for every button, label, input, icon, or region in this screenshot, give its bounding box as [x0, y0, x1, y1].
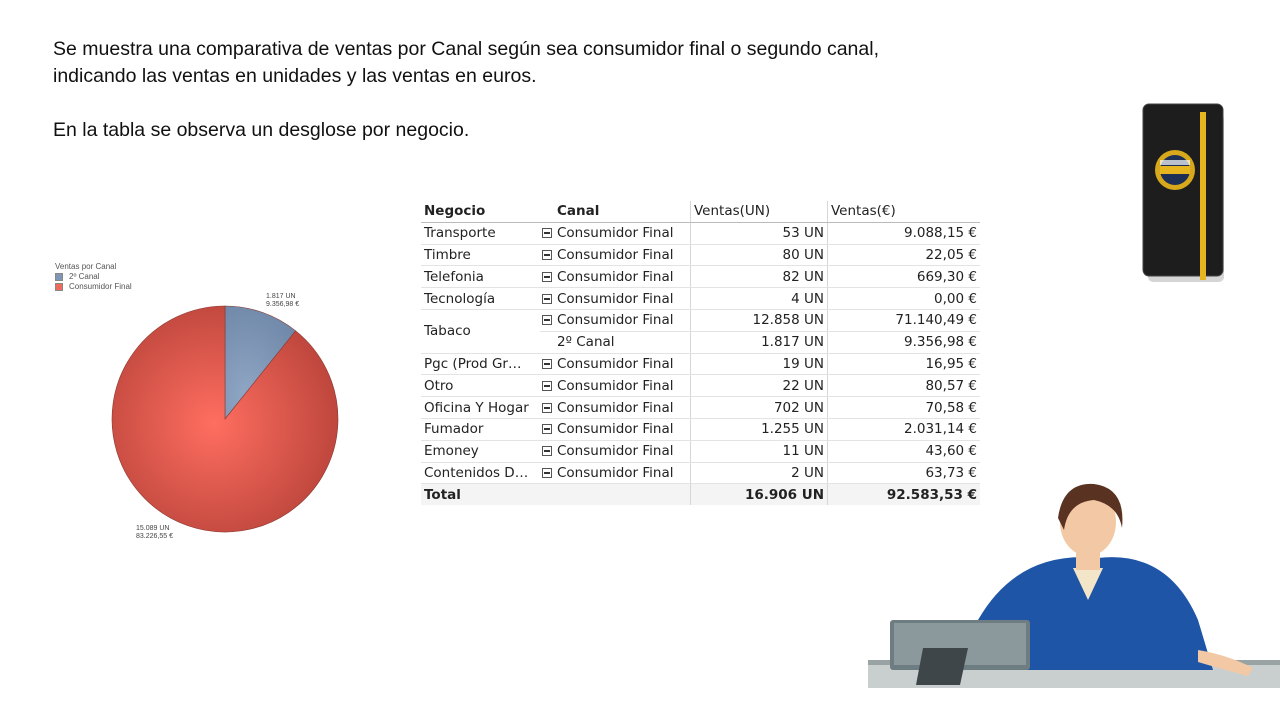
- minus-box-icon[interactable]: [542, 272, 552, 282]
- cell-spacer: [540, 484, 554, 505]
- collapse-toggle[interactable]: [540, 222, 554, 244]
- cell-ventas-eur: 9.356,98 €: [828, 331, 981, 353]
- cell-canal[interactable]: Consumidor Final: [554, 375, 691, 397]
- cell-spacer: [540, 331, 554, 353]
- cell-ventas-un: 1.255 UN: [691, 418, 828, 440]
- cell-ventas-eur: 2.031,14 €: [828, 418, 981, 440]
- table-row: [421, 375, 980, 397]
- cell-spacer: [554, 484, 691, 505]
- cell-canal[interactable]: Consumidor Final: [554, 222, 691, 244]
- collapse-toggle[interactable]: [540, 266, 554, 288]
- cell-canal[interactable]: Consumidor Final: [554, 462, 691, 484]
- cell-canal[interactable]: Consumidor Final: [554, 397, 691, 419]
- slice-label-euros: 9.356,98 €: [266, 301, 300, 308]
- cell-ventas-un: 11 UN: [691, 440, 828, 462]
- minus-box-icon[interactable]: [542, 468, 552, 478]
- minus-box-icon[interactable]: [542, 315, 552, 325]
- intro-paragraph-2: En la tabla se observa un desglose por negocio.: [53, 119, 470, 141]
- cell-negocio[interactable]: Telefonia: [421, 266, 540, 288]
- minus-box-icon[interactable]: [542, 424, 552, 434]
- collapse-toggle[interactable]: [540, 397, 554, 419]
- header-ventas-eur[interactable]: Ventas(€): [828, 201, 981, 222]
- table-row: [421, 266, 980, 288]
- collapse-toggle[interactable]: [540, 353, 554, 375]
- minus-box-icon[interactable]: [542, 381, 552, 391]
- legend-title: Ventas por Canal: [55, 262, 117, 271]
- minus-box-icon[interactable]: [542, 359, 552, 369]
- sales-table: [421, 201, 980, 505]
- table-row: [421, 244, 980, 266]
- minus-box-icon[interactable]: [542, 294, 552, 304]
- cell-negocio[interactable]: Pgc (Prod Gr…: [421, 353, 540, 375]
- cell-negocio[interactable]: Contenidos D…: [421, 462, 540, 484]
- legend-label: Consumidor Final: [69, 282, 132, 291]
- cell-ventas-eur: 22,05 €: [828, 244, 981, 266]
- slice-label-2o-canal: [266, 293, 299, 309]
- cell-ventas-un: 2 UN: [691, 462, 828, 484]
- cell-ventas-un: 702 UN: [691, 397, 828, 419]
- collapse-toggle[interactable]: [540, 440, 554, 462]
- cell-ventas-eur: 43,60 €: [828, 440, 981, 462]
- legend-item-consumidor-final: [55, 282, 132, 292]
- pie-slice-consumidor-final: [112, 306, 338, 532]
- cell-canal[interactable]: Consumidor Final: [554, 266, 691, 288]
- cell-ventas-eur: 63,73 €: [828, 462, 981, 484]
- header-spacer: [540, 201, 554, 222]
- cell-ventas-un: 80 UN: [691, 244, 828, 266]
- total-label: Total: [421, 484, 540, 505]
- cell-ventas-eur: 9.088,15 €: [828, 222, 981, 244]
- legend-swatch: [55, 283, 63, 291]
- call-center-agent-image: [868, 480, 1280, 695]
- legend-item-2o-canal: [55, 272, 132, 282]
- table-row: [421, 440, 980, 462]
- cell-canal[interactable]: Consumidor Final: [554, 288, 691, 310]
- slice-label-units: 15.089 UN: [136, 525, 170, 532]
- pie-chart: [55, 262, 355, 562]
- collapse-toggle[interactable]: [540, 462, 554, 484]
- cell-ventas-eur: 0,00 €: [828, 288, 981, 310]
- cell-negocio[interactable]: Transporte: [421, 222, 540, 244]
- cell-negocio[interactable]: Tabaco: [421, 309, 540, 353]
- cell-negocio[interactable]: Fumador: [421, 418, 540, 440]
- slice-label-consumidor-final: [136, 525, 173, 541]
- cell-canal[interactable]: Consumidor Final: [554, 309, 691, 331]
- cell-ventas-un: 12.858 UN: [691, 309, 828, 331]
- table-row: [421, 288, 980, 310]
- pie-legend: [55, 262, 132, 292]
- header-negocio[interactable]: Negocio: [421, 201, 540, 222]
- cell-ventas-eur: 669,30 €: [828, 266, 981, 288]
- cell-ventas-un: 1.817 UN: [691, 331, 828, 353]
- cell-ventas-un: 4 UN: [691, 288, 828, 310]
- pie-svg: [55, 262, 355, 562]
- cell-ventas-eur: 80,57 €: [828, 375, 981, 397]
- cell-ventas-un: 53 UN: [691, 222, 828, 244]
- cell-ventas-eur: 70,58 €: [828, 397, 981, 419]
- cell-canal[interactable]: Consumidor Final: [554, 353, 691, 375]
- cell-ventas-eur: 16,95 €: [828, 353, 981, 375]
- collapse-toggle[interactable]: [540, 375, 554, 397]
- table-row: [421, 397, 980, 419]
- intro-paragraph-1: Se muestra una comparativa de ventas por Canal según sea consumidor final o segundo canal, indicando las ventas en unidades y las ventas en euros.: [53, 38, 879, 87]
- cell-ventas-un: 82 UN: [691, 266, 828, 288]
- header-ventas-un[interactable]: Ventas(UN): [691, 201, 828, 222]
- collapse-toggle[interactable]: [540, 309, 554, 331]
- certified-notebook-image: [1140, 100, 1232, 285]
- cell-canal[interactable]: Consumidor Final: [554, 244, 691, 266]
- legend-swatch: [55, 273, 63, 281]
- minus-box-icon[interactable]: [542, 228, 552, 238]
- collapse-toggle[interactable]: [540, 418, 554, 440]
- total-ventas-un: 16.906 UN: [691, 484, 828, 505]
- cell-negocio[interactable]: Oficina Y Hogar: [421, 397, 540, 419]
- minus-box-icon[interactable]: [542, 403, 552, 413]
- minus-box-icon[interactable]: [542, 250, 552, 260]
- collapse-toggle[interactable]: [540, 244, 554, 266]
- table-row: [421, 222, 980, 244]
- cell-negocio[interactable]: Otro: [421, 375, 540, 397]
- header-canal[interactable]: Canal: [554, 201, 691, 222]
- minus-box-icon[interactable]: [542, 446, 552, 456]
- cell-negocio[interactable]: Timbre: [421, 244, 540, 266]
- cell-ventas-un: 22 UN: [691, 375, 828, 397]
- cell-negocio[interactable]: Tecnología: [421, 288, 540, 310]
- cell-canal[interactable]: Consumidor Final: [554, 418, 691, 440]
- table-row: [421, 418, 980, 440]
- cell-negocio[interactable]: Emoney: [421, 440, 540, 462]
- cell-canal[interactable]: Consumidor Final: [554, 440, 691, 462]
- intro-text: [53, 36, 953, 144]
- cell-ventas-eur: 71.140,49 €: [828, 309, 981, 331]
- slice-label-euros: 83.226,55 €: [136, 533, 173, 540]
- legend-label: 2º Canal: [69, 272, 100, 281]
- table-row: [421, 353, 980, 375]
- table-row: [421, 309, 980, 331]
- cell-ventas-un: 19 UN: [691, 353, 828, 375]
- collapse-toggle[interactable]: [540, 288, 554, 310]
- total-ventas-eur: 92.583,53 €: [828, 484, 981, 505]
- cell-canal[interactable]: 2º Canal: [554, 331, 691, 353]
- slice-label-units: 1.817 UN: [266, 293, 296, 300]
- table-header-row: [421, 201, 980, 222]
